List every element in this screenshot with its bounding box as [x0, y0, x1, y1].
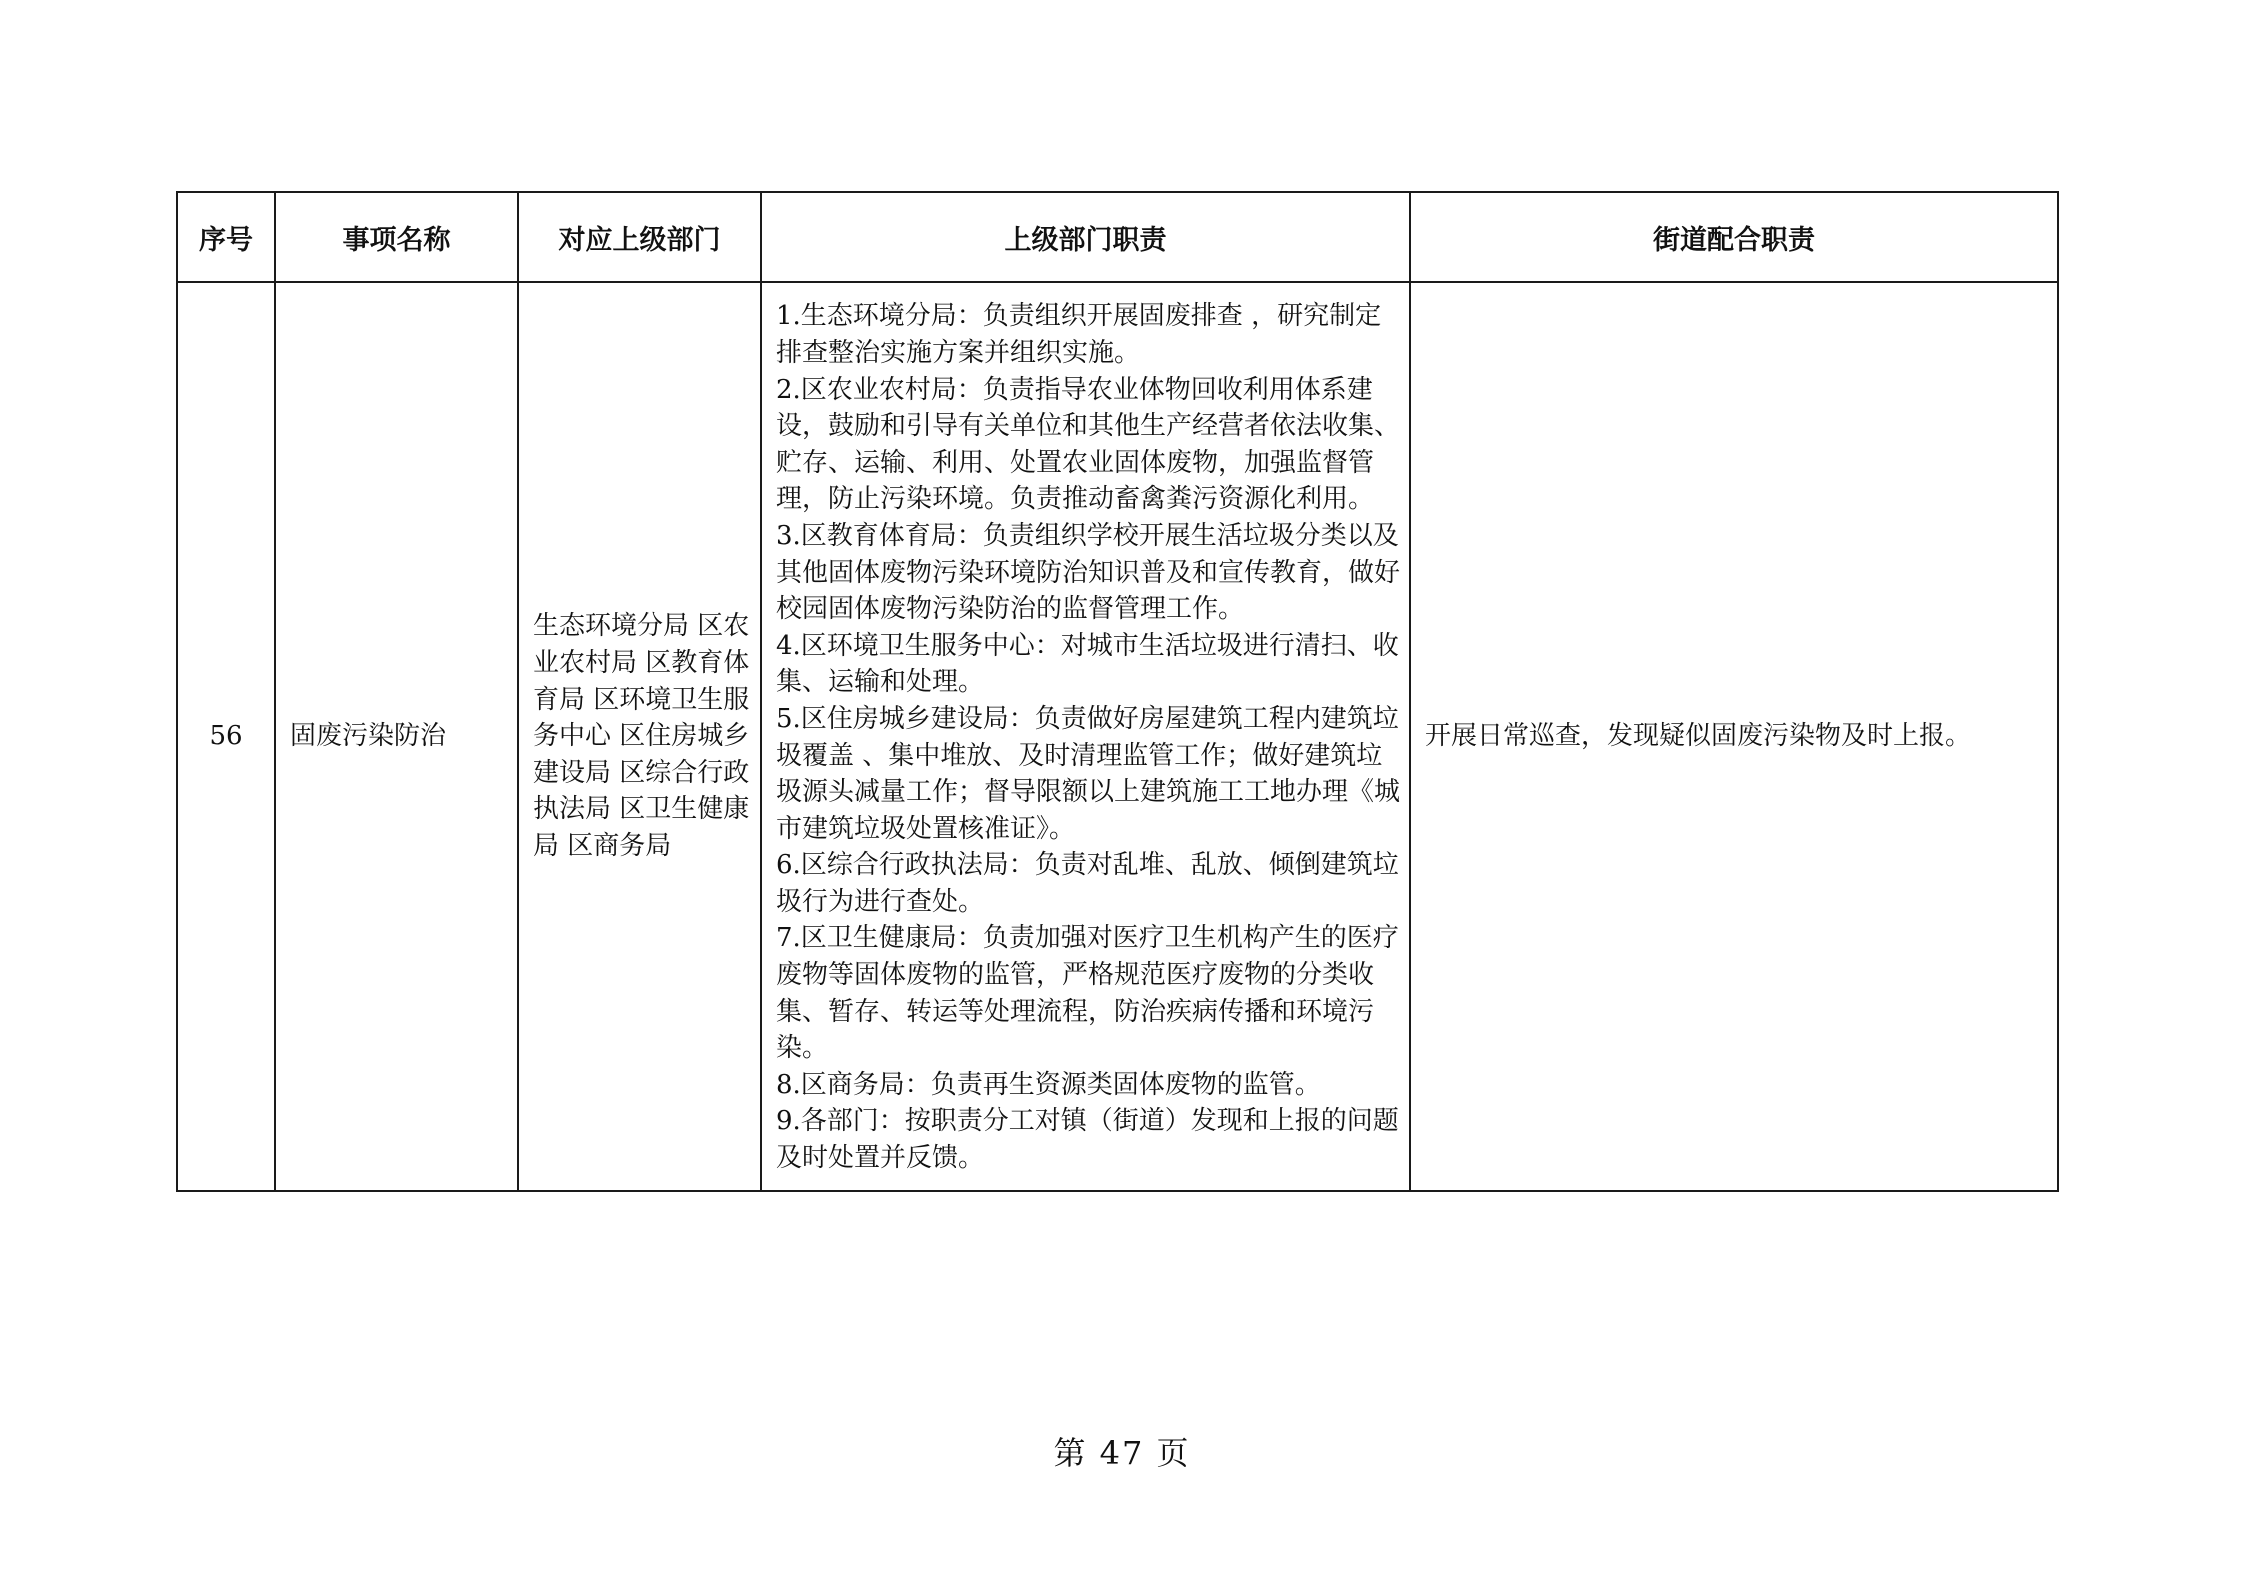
duty-item-3: 3.区教育体育局：负责组织学校开展生活垃圾分类以及其他固体废物污染环境防治知识普及和宣传教育，做好校园固体废物污染防治的监督管理工作。 [776, 520, 1401, 625]
header-dept: 对应上级部门 [518, 192, 761, 282]
table-row [177, 282, 2058, 1191]
row-item-name: 固废污染防治 [275, 282, 518, 1191]
duty-item-4: 4.区环境卫生服务中心：对城市生活垃圾进行清扫、收集、运输和处理。 [776, 630, 1399, 698]
duty-item-2: 2.区农业农村局：负责指导农业体物回收利用体系建设，鼓励和引导有关单位和其他生产经营者依法收集、贮存、运输、利用、处置农业固体废物，加强监督管理，防止污染环境。负责推动畜禽粪污资源化利用。 [776, 374, 1401, 515]
row-duties [761, 282, 1410, 1191]
row-seq: 56 [177, 282, 275, 1191]
duty-item-7: 7.区卫生健康局：负责加强对医疗卫生机构产生的医疗废物等固体废物的监管，严格规范医疗废物的分类收集、暂存、转运等处理流程，防治疾病传播和环境污染。 [776, 923, 1399, 1064]
page-number: 第 47 页 [1053, 1434, 1191, 1472]
row-departments: 生态环境分局 区农业农村局 区教育体育局 区环境卫生服务中心 区住房城乡建设局 区综合行政执法局 区卫生健康局 区商务局 [518, 282, 761, 1191]
duty-item-6: 6.区综合行政执法局：负责对乱堆、乱放、倾倒建筑垃圾行为进行查处。 [776, 850, 1399, 917]
duty-item-1: 1.生态环境分局：负责组织开展固废排查 ，研究制定排查整治实施方案并组织实施。 [776, 301, 1382, 368]
duty-table [176, 191, 2059, 1192]
duty-item-9: 9.各部门：按职责分工对镇（街道）发现和上报的问题及时处置并反馈。 [776, 1106, 1399, 1174]
header-duty: 上级部门职责 [761, 192, 1410, 282]
header-street: 街道配合职责 [1410, 192, 2058, 282]
header-seq: 序号 [177, 192, 275, 282]
header-row [177, 192, 2058, 282]
duty-item-8: 8.区商务局：负责再生资源类固体废物的监管。 [776, 1069, 1321, 1100]
row-street-duty: 开展日常巡查，发现疑似固废污染物及时上报。 [1410, 282, 2058, 1191]
header-name: 事项名称 [275, 192, 518, 282]
duty-item-5: 5.区住房城乡建设局：负责做好房屋建筑工程内建筑垃圾覆盖 、集中堆放、及时清理监管工作；做好建筑垃圾源头减量工作；督导限额以上建筑施工工地办理《城市建筑垃圾处置核准证》。 [776, 703, 1401, 844]
